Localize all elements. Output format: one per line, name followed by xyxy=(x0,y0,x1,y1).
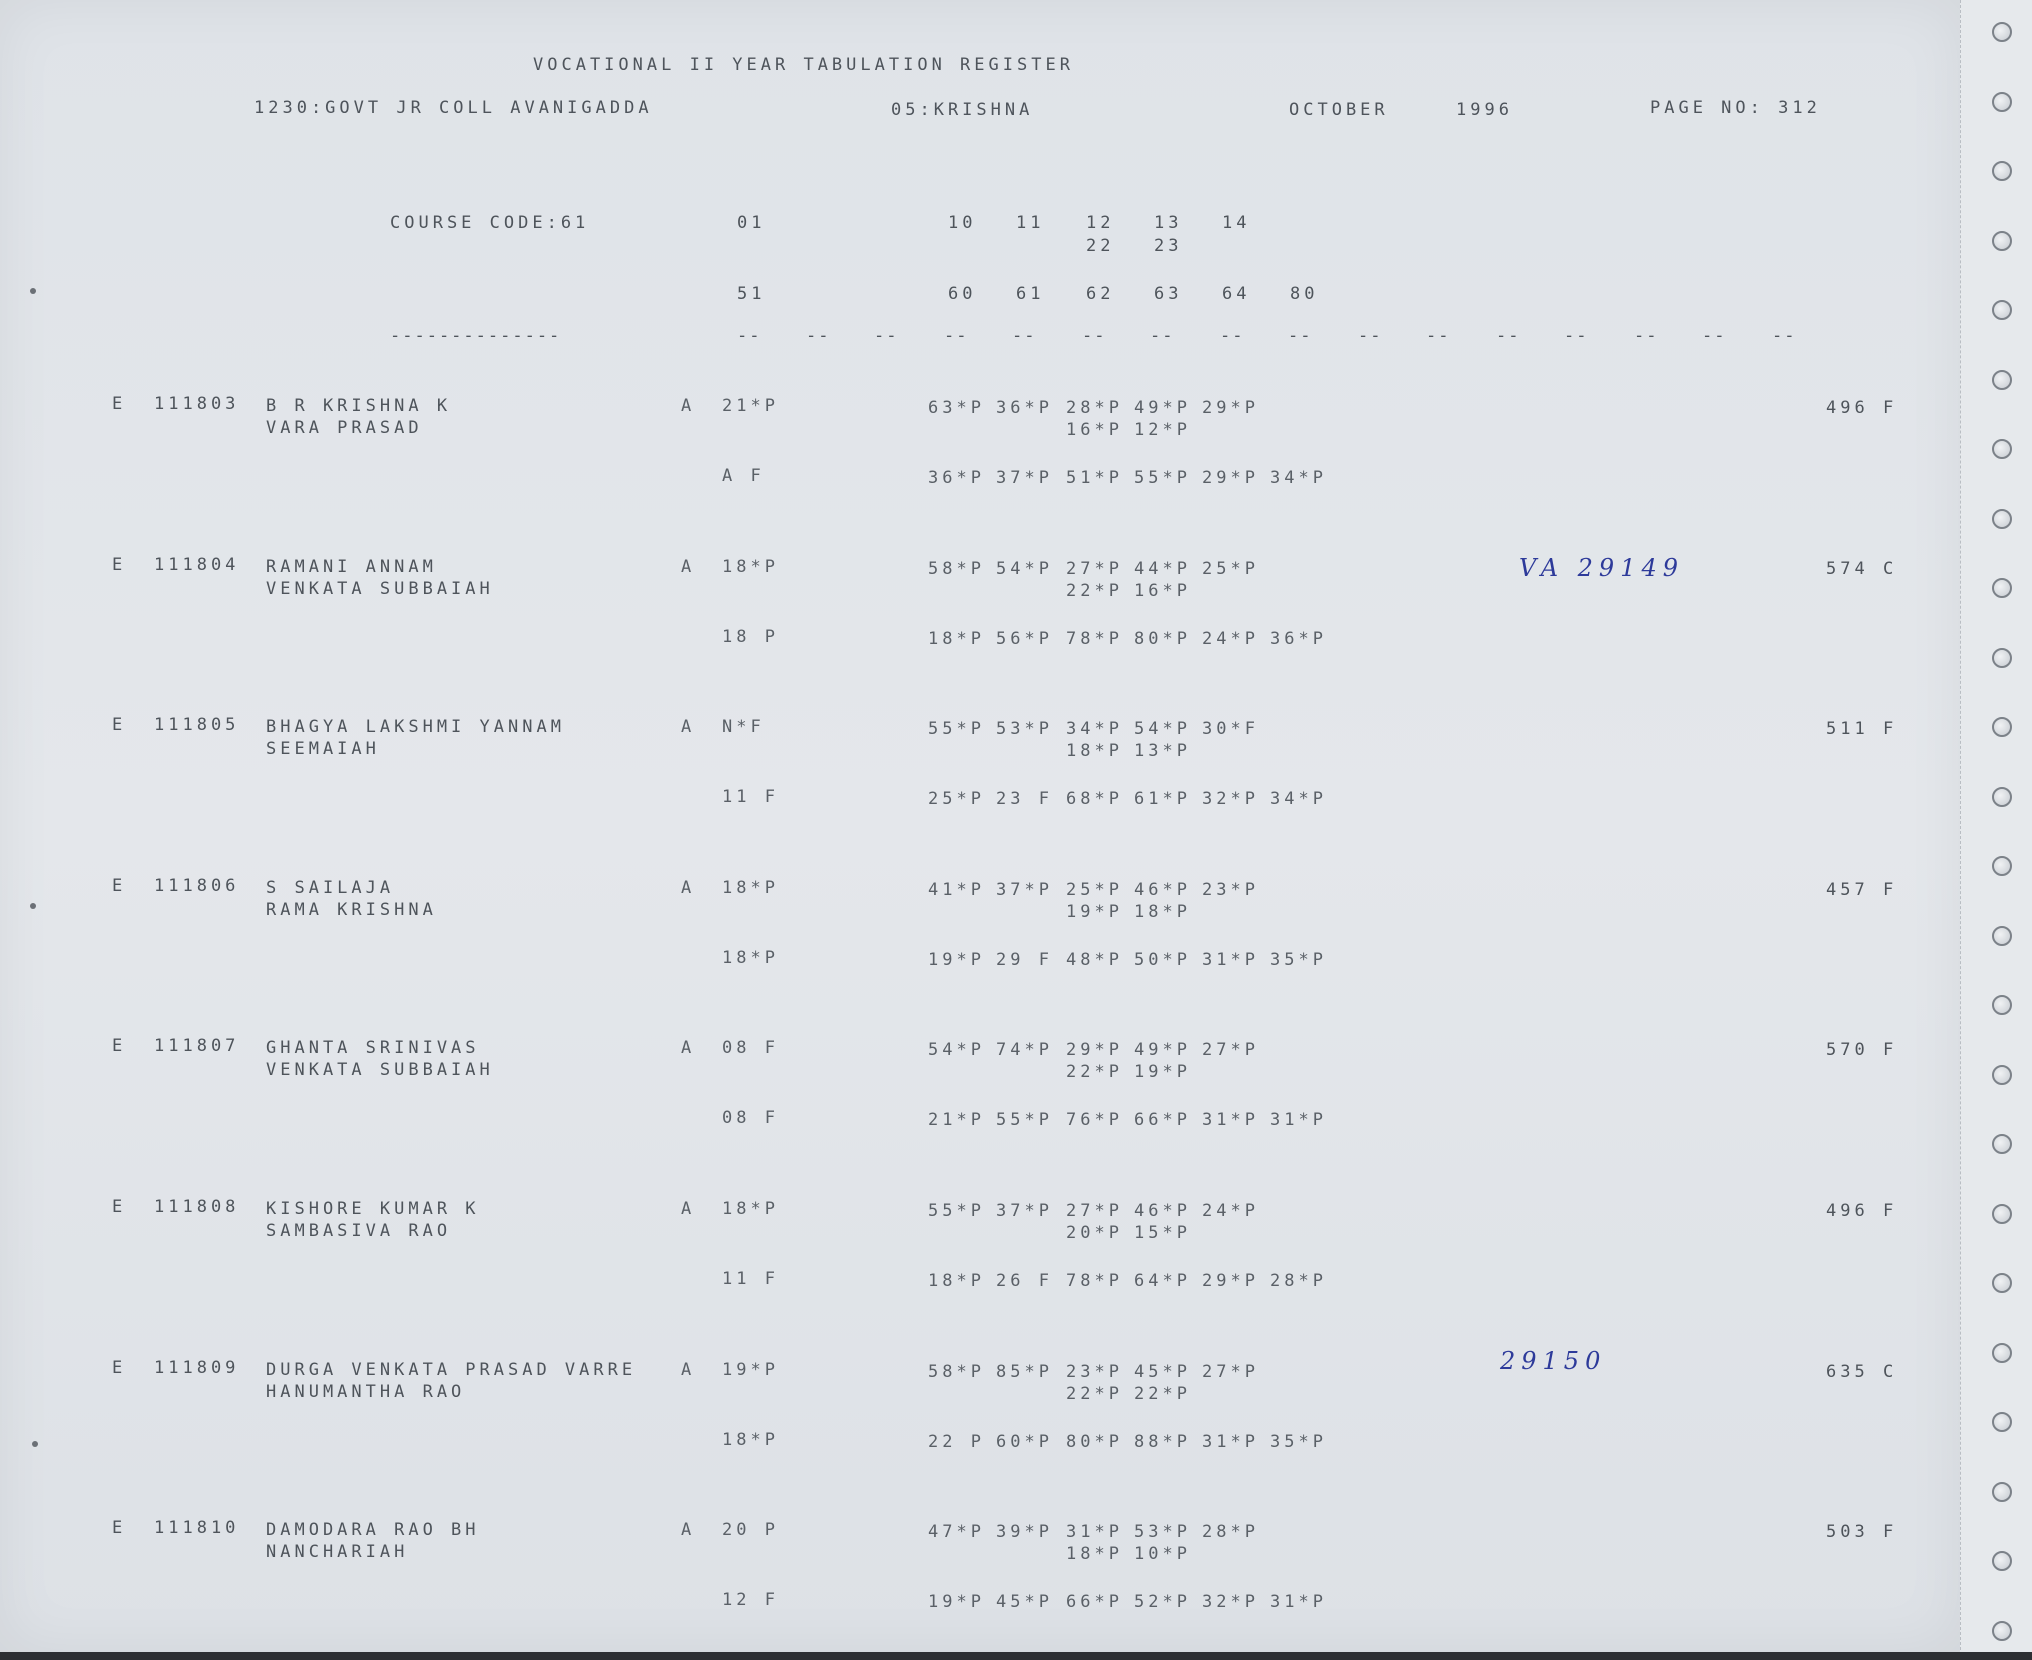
mark-entry: 21*P xyxy=(722,396,779,416)
mark-entry: 53*P xyxy=(1134,1522,1191,1542)
student-name: DURGA VENKATA PRASAD VARRE xyxy=(266,1360,637,1380)
feed-hole xyxy=(1992,1065,2012,1085)
binder-dot xyxy=(32,1441,38,1447)
feed-hole xyxy=(1992,995,2012,1015)
mark-entry: 22*P xyxy=(1066,581,1123,601)
feed-hole xyxy=(1992,161,2012,181)
header-rule-dash: -- xyxy=(1702,326,1727,346)
mark-entry: 36*P xyxy=(996,398,1053,418)
header-rule-dash: -- xyxy=(806,326,831,346)
mark-entry: 18*P xyxy=(722,878,779,898)
mark-entry: 53*P xyxy=(996,719,1053,739)
mark-entry: 49*P xyxy=(1134,398,1191,418)
student-name: S SAILAJA xyxy=(266,878,395,898)
mark-entry: 45*P xyxy=(996,1592,1053,1612)
mark-entry: 46*P xyxy=(1134,1201,1191,1221)
mark-entry: 10*P xyxy=(1134,1544,1191,1564)
feed-hole xyxy=(1992,439,2012,459)
mark-entry: 27*P xyxy=(1202,1362,1259,1382)
mark-entry: 30*F xyxy=(1202,719,1259,739)
mark-entry: 35*P xyxy=(1270,1432,1327,1452)
mark-entry: 27*P xyxy=(1066,1201,1123,1221)
mark-entry: 29*P xyxy=(1066,1040,1123,1060)
mark-entry: 68*P xyxy=(1066,789,1123,809)
record-flag: A xyxy=(681,1038,696,1058)
header-rule-dash: -- xyxy=(1082,326,1107,346)
page-edge xyxy=(0,1652,2032,1660)
student-name: RAMANI ANNAM xyxy=(266,557,437,577)
mark-entry: 29*P xyxy=(1202,398,1259,418)
mark-entry: 18*P xyxy=(1066,1544,1123,1564)
mark-entry: 12 F xyxy=(722,1590,779,1610)
mark-entry: 80*P xyxy=(1134,629,1191,649)
mark-entry: 54*P xyxy=(996,559,1053,579)
feed-hole xyxy=(1992,926,2012,946)
mark-entry: 36*P xyxy=(928,468,985,488)
subject-code: 01 xyxy=(737,213,766,233)
subject-code: 80 xyxy=(1290,284,1319,304)
student-id: 111804 xyxy=(154,555,240,575)
mark-entry: 41*P xyxy=(928,880,985,900)
student-name: BHAGYA LAKSHMI YANNAM xyxy=(266,717,565,737)
student-id: 111809 xyxy=(154,1358,240,1378)
mark-entry: 18*P xyxy=(722,1199,779,1219)
mark-entry: 50*P xyxy=(1134,950,1191,970)
mark-entry: 35*P xyxy=(1270,950,1327,970)
mark-entry: 34*P xyxy=(1270,789,1327,809)
record-flag: A xyxy=(681,557,696,577)
father-name: VENKATA SUBBAIAH xyxy=(266,1060,494,1080)
feed-hole xyxy=(1992,648,2012,668)
mark-entry: 32*P xyxy=(1202,789,1259,809)
mark-entry: 44*P xyxy=(1134,559,1191,579)
header-rule-dash: -- xyxy=(1288,326,1313,346)
subject-code: 10 xyxy=(948,213,977,233)
mark-entry: 76*P xyxy=(1066,1110,1123,1130)
header-rule-dash: -- xyxy=(1634,326,1659,346)
binder-dot xyxy=(30,288,36,294)
mark-entry: 23*P xyxy=(1066,1362,1123,1382)
mark-entry: 29 F xyxy=(996,950,1053,970)
subject-code: 64 xyxy=(1222,284,1251,304)
mark-entry: 46*P xyxy=(1134,880,1191,900)
page-number: PAGE NO: 312 xyxy=(1650,98,1821,118)
mark-entry: 78*P xyxy=(1066,1271,1123,1291)
binder-dot xyxy=(30,903,36,909)
feed-hole xyxy=(1992,1343,2012,1363)
subject-code: 14 xyxy=(1222,213,1251,233)
feed-hole xyxy=(1992,1204,2012,1224)
mark-entry: 16*P xyxy=(1066,420,1123,440)
mark-entry: 22 P xyxy=(928,1432,985,1452)
feed-hole xyxy=(1992,1482,2012,1502)
feed-hole xyxy=(1992,22,2012,42)
subject-code: 22 xyxy=(1086,236,1115,256)
mark-entry: 58*P xyxy=(928,559,985,579)
student-id: 111808 xyxy=(154,1197,240,1217)
student-name: B R KRISHNA K xyxy=(266,396,452,416)
record-flag: A xyxy=(681,878,696,898)
exam-month: OCTOBER xyxy=(1289,100,1389,120)
mark-entry: 39*P xyxy=(996,1522,1053,1542)
mark-entry: 23*P xyxy=(1202,880,1259,900)
student-id: 111807 xyxy=(154,1036,240,1056)
header-rule-dash: -- xyxy=(1012,326,1037,346)
student-id: 111810 xyxy=(154,1518,240,1538)
mark-entry: 28*P xyxy=(1066,398,1123,418)
student-name: GHANTA SRINIVAS xyxy=(266,1038,480,1058)
mark-entry: 19*P xyxy=(1066,902,1123,922)
mark-entry: 28*P xyxy=(1270,1271,1327,1291)
subject-code: 60 xyxy=(948,284,977,304)
mark-entry: 19*P xyxy=(722,1360,779,1380)
mark-entry: 85*P xyxy=(996,1362,1053,1382)
subject-code: 61 xyxy=(1016,284,1045,304)
record-flag: A xyxy=(681,717,696,737)
mark-entry: 45*P xyxy=(1134,1362,1191,1382)
mark-entry: 29*P xyxy=(1202,1271,1259,1291)
mark-entry: 11 F xyxy=(722,787,779,807)
student-name: KISHORE KUMAR K xyxy=(266,1199,480,1219)
header-rule-dash: -- xyxy=(737,326,762,346)
mark-entry: 78*P xyxy=(1066,629,1123,649)
mark-entry: 21*P xyxy=(928,1110,985,1130)
exam-year: 1996 xyxy=(1456,100,1513,120)
total-result: 496 F xyxy=(1826,398,1898,418)
mark-entry: 31*P xyxy=(1202,1432,1259,1452)
record-section: E xyxy=(112,555,127,575)
total-result: 511 F xyxy=(1826,719,1898,739)
subject-code: 63 xyxy=(1154,284,1183,304)
mark-entry: 54*P xyxy=(928,1040,985,1060)
father-name: VENKATA SUBBAIAH xyxy=(266,579,494,599)
mark-entry: 19*P xyxy=(1134,1062,1191,1082)
college-name: 1230:GOVT JR COLL AVANIGADDA xyxy=(254,98,653,118)
record-section: E xyxy=(112,1036,127,1056)
father-name: SAMBASIVA RAO xyxy=(266,1221,452,1241)
mark-entry: 31*P xyxy=(1270,1110,1327,1130)
record-flag: A xyxy=(681,1360,696,1380)
total-result: 574 C xyxy=(1826,559,1898,579)
record-flag: A xyxy=(681,1199,696,1219)
mark-entry: 88*P xyxy=(1134,1432,1191,1452)
mark-entry: 49*P xyxy=(1134,1040,1191,1060)
mark-entry: 18*P xyxy=(1134,902,1191,922)
mark-entry: 26 F xyxy=(996,1271,1053,1291)
mark-entry: 32*P xyxy=(1202,1592,1259,1612)
feed-hole xyxy=(1992,231,2012,251)
father-name: VARA PRASAD xyxy=(266,418,423,438)
mark-entry: 34*P xyxy=(1270,468,1327,488)
mark-entry: 18*P xyxy=(722,1430,779,1450)
header-rule-dash: -- xyxy=(944,326,969,346)
total-result: 570 F xyxy=(1826,1040,1898,1060)
record-section: E xyxy=(112,1197,127,1217)
mark-entry: 31*P xyxy=(1270,1592,1327,1612)
mark-entry: 19*P xyxy=(928,950,985,970)
student-id: 111805 xyxy=(154,715,240,735)
mark-entry: 22*P xyxy=(1066,1384,1123,1404)
record-section: E xyxy=(112,1518,127,1538)
record-section: E xyxy=(112,394,127,414)
mark-entry: 74*P xyxy=(996,1040,1053,1060)
subject-code: 12 xyxy=(1086,213,1115,233)
header-rule-dash: -- xyxy=(1772,326,1797,346)
mark-entry: 64*P xyxy=(1134,1271,1191,1291)
mark-entry: A F xyxy=(722,466,765,486)
header-rule-dash: -- xyxy=(1426,326,1451,346)
father-name: RAMA KRISHNA xyxy=(266,900,437,920)
record-flag: A xyxy=(681,1520,696,1540)
total-result: 503 F xyxy=(1826,1522,1898,1542)
feed-hole xyxy=(1992,509,2012,529)
mark-entry: 55*P xyxy=(1134,468,1191,488)
mark-entry: 24*P xyxy=(1202,629,1259,649)
mark-entry: 37*P xyxy=(996,1201,1053,1221)
mark-entry: 18*P xyxy=(722,948,779,968)
feed-hole xyxy=(1992,787,2012,807)
mark-entry: 52*P xyxy=(1134,1592,1191,1612)
mark-entry: 48*P xyxy=(1066,950,1123,970)
mark-entry: 18*P xyxy=(722,557,779,577)
total-result: 635 C xyxy=(1826,1362,1898,1382)
total-result: 496 F xyxy=(1826,1201,1898,1221)
feed-hole xyxy=(1992,717,2012,737)
father-name: HANUMANTHA RAO xyxy=(266,1382,466,1402)
mark-entry: N*F xyxy=(722,717,765,737)
mark-entry: 60*P xyxy=(996,1432,1053,1452)
father-name: SEEMAIAH xyxy=(266,739,380,759)
mark-entry: 66*P xyxy=(1134,1110,1191,1130)
mark-entry: 51*P xyxy=(1066,468,1123,488)
mark-entry: 55*P xyxy=(928,719,985,739)
mark-entry: 55*P xyxy=(928,1201,985,1221)
mark-entry: 16*P xyxy=(1134,581,1191,601)
mark-entry: 24*P xyxy=(1202,1201,1259,1221)
header-rule-dash: -- xyxy=(874,326,899,346)
handwritten-note: 29150 xyxy=(1500,1347,1607,1375)
mark-entry: 22*P xyxy=(1134,1384,1191,1404)
feed-hole xyxy=(1992,1621,2012,1641)
feed-hole xyxy=(1992,300,2012,320)
mark-entry: 18*P xyxy=(928,629,985,649)
mark-entry: 25*P xyxy=(1202,559,1259,579)
header-rule-dash: -- xyxy=(1150,326,1175,346)
mark-entry: 37*P xyxy=(996,468,1053,488)
mark-entry: 66*P xyxy=(1066,1592,1123,1612)
district-name: 05:KRISHNA xyxy=(891,100,1034,120)
mark-entry: 34*P xyxy=(1066,719,1123,739)
mark-entry: 80*P xyxy=(1066,1432,1123,1452)
header-rule-dash: -- xyxy=(1496,326,1521,346)
mark-entry: 27*P xyxy=(1066,559,1123,579)
total-result: 457 F xyxy=(1826,880,1898,900)
handwritten-note: VA 29149 xyxy=(1519,554,1685,582)
mark-entry: 56*P xyxy=(996,629,1053,649)
student-name: DAMODARA RAO BH xyxy=(266,1520,480,1540)
mark-entry: 08 F xyxy=(722,1108,779,1128)
header-rule-dash: -- xyxy=(1220,326,1245,346)
father-name: NANCHARIAH xyxy=(266,1542,409,1562)
mark-entry: 20*P xyxy=(1066,1223,1123,1243)
mark-entry: 18 P xyxy=(722,627,779,647)
record-section: E xyxy=(112,715,127,735)
subject-code: 62 xyxy=(1086,284,1115,304)
record-section: E xyxy=(112,876,127,896)
header-rule-dash: -- xyxy=(1358,326,1383,346)
subject-code: 23 xyxy=(1154,236,1183,256)
subject-code: 13 xyxy=(1154,213,1183,233)
feed-hole xyxy=(1992,370,2012,390)
mark-entry: 58*P xyxy=(928,1362,985,1382)
mark-entry: 12*P xyxy=(1134,420,1191,440)
mark-entry: 31*P xyxy=(1202,1110,1259,1130)
mark-entry: 27*P xyxy=(1202,1040,1259,1060)
mark-entry: 18*P xyxy=(928,1271,985,1291)
mark-entry: 37*P xyxy=(996,880,1053,900)
mark-entry: 61*P xyxy=(1134,789,1191,809)
mark-entry: 08 F xyxy=(722,1038,779,1058)
mark-entry: 36*P xyxy=(1270,629,1327,649)
mark-entry: 19*P xyxy=(928,1592,985,1612)
record-flag: A xyxy=(681,396,696,416)
mark-entry: 31*P xyxy=(1202,950,1259,970)
mark-entry: 20 P xyxy=(722,1520,779,1540)
header-rule-dash: -- xyxy=(1564,326,1589,346)
header-rule: -------------- xyxy=(390,326,562,346)
feed-hole xyxy=(1992,1412,2012,1432)
mark-entry: 54*P xyxy=(1134,719,1191,739)
mark-entry: 11 F xyxy=(722,1269,779,1289)
mark-entry: 22*P xyxy=(1066,1062,1123,1082)
mark-entry: 25*P xyxy=(928,789,985,809)
register-title: VOCATIONAL II YEAR TABULATION REGISTER xyxy=(533,55,1074,75)
mark-entry: 29*P xyxy=(1202,468,1259,488)
mark-entry: 47*P xyxy=(928,1522,985,1542)
mark-entry: 13*P xyxy=(1134,741,1191,761)
student-id: 111806 xyxy=(154,876,240,896)
mark-entry: 63*P xyxy=(928,398,985,418)
feed-hole xyxy=(1992,92,2012,112)
mark-entry: 25*P xyxy=(1066,880,1123,900)
feed-hole xyxy=(1992,856,2012,876)
mark-entry: 55*P xyxy=(996,1110,1053,1130)
record-section: E xyxy=(112,1358,127,1378)
mark-entry: 23 F xyxy=(996,789,1053,809)
feed-hole xyxy=(1992,1551,2012,1571)
feed-hole xyxy=(1992,578,2012,598)
subject-code: 51 xyxy=(737,284,766,304)
feed-hole xyxy=(1992,1273,2012,1293)
mark-entry: 28*P xyxy=(1202,1522,1259,1542)
mark-entry: 18*P xyxy=(1066,741,1123,761)
student-id: 111803 xyxy=(154,394,240,414)
mark-entry: 15*P xyxy=(1134,1223,1191,1243)
mark-entry: 31*P xyxy=(1066,1522,1123,1542)
course-code: COURSE CODE:61 xyxy=(390,213,590,233)
feed-hole xyxy=(1992,1134,2012,1154)
subject-code: 11 xyxy=(1016,213,1045,233)
